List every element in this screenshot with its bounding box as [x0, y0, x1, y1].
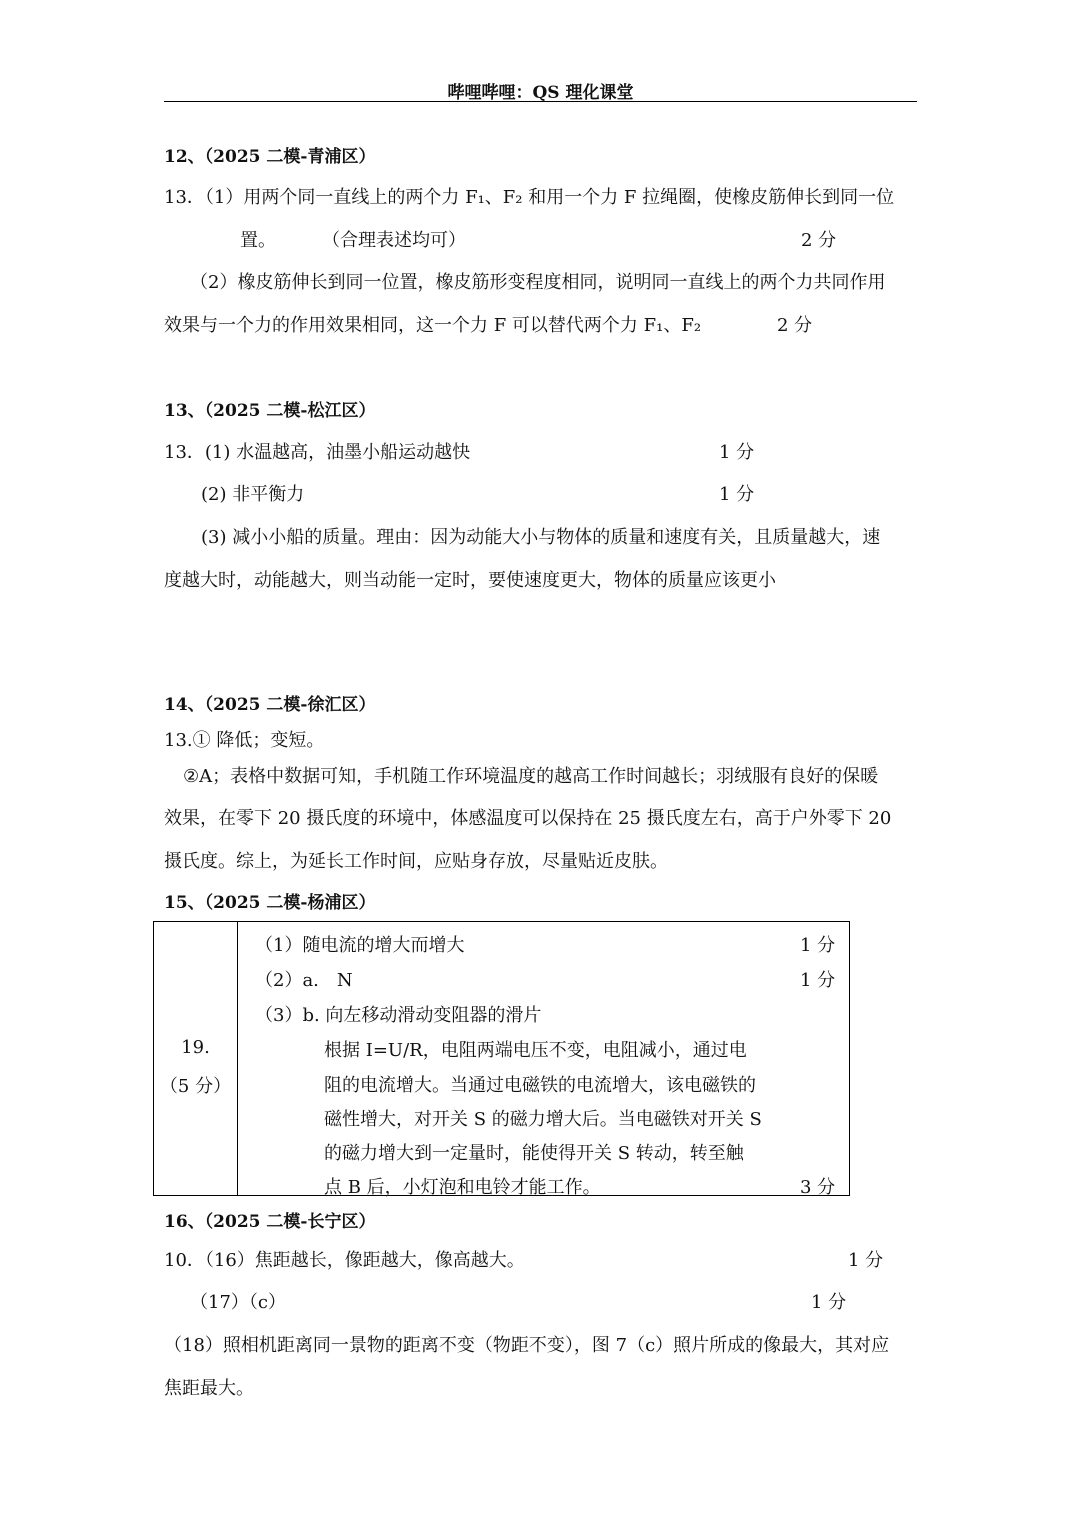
question-points: （5 分） — [159, 1076, 232, 1097]
section-heading: 16、（2025 二模-长宁区） — [164, 1212, 376, 1232]
answer-line: 13．（1）用两个同一直线上的两个力 F₁、F₂ 和用一个力 F 拉绳圈，使橡皮筋伸长到同一位 — [164, 187, 895, 208]
answer-line: 效果与一个力的作用效果相同，这一个力 F 可以替代两个力 F₁、F₂ — [164, 315, 702, 336]
score: 1 分 — [719, 484, 755, 505]
score: 2 分 — [801, 230, 837, 251]
section-heading: 14、（2025 二模-徐汇区） — [164, 695, 376, 715]
section-heading: 12、（2025 二模-青浦区） — [164, 147, 376, 167]
score: 1 分 — [848, 1250, 884, 1271]
table-line: 磁性增大，对开关 S 的磁力增大后。当电磁铁对开关 S — [324, 1109, 762, 1130]
table-line: 根据 I=U/R，电阻两端电压不变，电阻减小，通过电 — [324, 1040, 747, 1061]
table-line: 阻的电流增大。当通过电磁铁的电流增大，该电磁铁的 — [324, 1075, 756, 1096]
answer-line: 效果，在零下 20 摄氏度的环境中，体感温度可以保持在 25 摄氏度左右，高于户外零下 20 — [164, 808, 892, 829]
score: 1 分 — [811, 1292, 847, 1313]
answer-note: （合理表述均可） — [322, 230, 466, 251]
header-rule — [164, 101, 917, 102]
answer-line: （2）橡皮筋伸长到同一位置，橡皮筋形变程度相同，说明同一直线上的两个力共同作用 — [190, 272, 886, 293]
answer-line: 置。 — [240, 230, 276, 251]
table-line: 的磁力增大到一定量时，能使得开关 S 转动，转至触 — [324, 1143, 744, 1164]
table-divider — [237, 922, 238, 1195]
answer-line: ②A；表格中数据可知，手机随工作环境温度的越高工作时间越长；羽绒服有良好的保暖 — [183, 766, 879, 787]
answer-line: 度越大时，动能越大，则当动能一定时，要使速度更大，物体的质量应该更小 — [164, 570, 776, 591]
section-heading: 15、（2025 二模-杨浦区） — [164, 893, 376, 913]
answer-line: 13．(1) 水温越高，油墨小船运动越快 — [164, 442, 471, 463]
table-line: （1）随电流的增大而增大 — [255, 935, 465, 956]
section-heading: 13、（2025 二模-松江区） — [164, 401, 376, 421]
answer-table — [153, 921, 850, 1196]
answer-line: (3) 减小小船的质量。理由：因为动能大小与物体的质量和速度有关，且质量越大，速 — [201, 527, 881, 548]
score: 1 分 — [800, 935, 836, 956]
answer-line: (2) 非平衡力 — [201, 484, 305, 505]
table-line: （2）a. N — [255, 970, 353, 991]
question-number: 19. — [181, 1037, 210, 1058]
table-line: 点 B 后，小灯泡和电铃才能工作。 — [324, 1177, 601, 1198]
answer-line: （17）（c） — [190, 1292, 286, 1313]
page-header: 哔哩哔哩：QS 理化课堂 — [447, 83, 634, 103]
answer-line: 10．（16）焦距越长，像距越大，像高越大。 — [164, 1250, 525, 1271]
answer-line: 13.① 降低；变短。 — [164, 730, 325, 751]
table-line: （3）b. 向左移动滑动变阻器的滑片 — [255, 1005, 542, 1026]
score: 3 分 — [800, 1177, 836, 1198]
answer-line: 焦距最大。 — [164, 1378, 254, 1399]
score: 1 分 — [800, 970, 836, 991]
score: 2 分 — [777, 315, 813, 336]
score: 1 分 — [719, 442, 755, 463]
answer-line: 摄氏度。综上，为延长工作时间，应贴身存放，尽量贴近皮肤。 — [164, 851, 668, 872]
answer-line: （18）照相机距离同一景物的距离不变（物距不变），图 7（c）照片所成的像最大，其对应 — [164, 1335, 890, 1356]
